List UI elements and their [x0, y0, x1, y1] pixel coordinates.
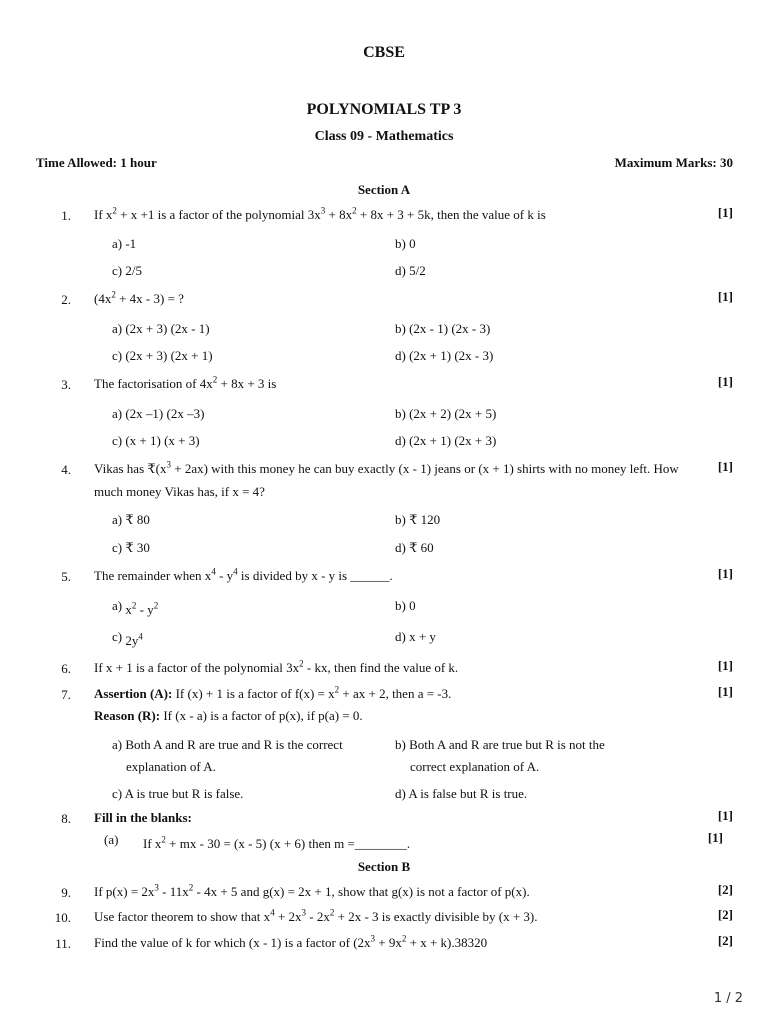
question-text: If $p(x) = 2x^3 - 11x^2 - 4x + 5$ and g(x) = 2x + 1, show that g(x) is not a factor of p(x). [94, 882, 530, 899]
option-d: d) x + y [395, 629, 436, 644]
subquestion-marks: [1] [707, 830, 723, 845]
section-b-heading: Section B [357, 859, 411, 874]
question-marks: [1] [717, 205, 733, 220]
question-text: $(4x^2 + 4x - 3)$ = ? [94, 289, 184, 306]
option-c: c) (2x + 3) (2x + 1) [112, 348, 213, 363]
option-b: b) (2x - 1) (2x - 3) [395, 321, 491, 336]
option-a: a) (2x –1) (2x –3) [112, 406, 205, 421]
question-marks: [1] [717, 658, 733, 673]
option-a: a) -1 [112, 236, 137, 251]
option-a: a) (2x + 3) (2x - 1) [112, 321, 210, 336]
question-number: 7. [61, 687, 71, 702]
option-a: a) $x^2 - y^2$ [112, 598, 159, 617]
option-c: c) A is true but R is false. [112, 786, 244, 801]
option-c: c) 2/5 [112, 263, 142, 278]
question-number: 5. [61, 569, 71, 584]
section-a-heading: Section A [357, 182, 411, 197]
option-b-line-2: correct explanation of A. [410, 759, 540, 774]
question-number: 6. [61, 661, 71, 676]
option-d: d) ₹ 60 [395, 540, 434, 555]
option-d: d) (2x + 1) (2x + 3) [395, 433, 497, 448]
subquestion-text: If $x^2$ + mx - 30 = (x - 5) (x + 6) then m =________. [143, 834, 411, 851]
document-title: POLYNOMIALS TP 3 [306, 101, 462, 118]
reason-text: Reason (R): If (x - a) is a factor of p(x), if p(a) = 0. [94, 708, 363, 723]
assertion-text: Assertion (A): If (x) + 1 is a factor of $f(x) = x^2$ + ax + 2, then a = -3. [94, 684, 452, 701]
question-text: Use factor theorem to show that $x^4 + 2x^3 - 2x^2 + 2x - 3$ is exactly divisible by (x + 3). [94, 907, 538, 924]
question-marks: [1] [717, 684, 733, 699]
question-number: 9. [61, 885, 71, 900]
option-d: d) 5/2 [395, 263, 426, 278]
question-marks: [1] [717, 459, 733, 474]
option-d: d) (2x + 1) (2x - 3) [395, 348, 494, 363]
option-a: a) ₹ 80 [112, 512, 150, 527]
option-a-line-2: explanation of A. [126, 759, 216, 774]
question-marks: [1] [717, 289, 733, 304]
question-number: 1. [61, 208, 71, 223]
option-b: b) Both A and R are true but R is not the [395, 737, 605, 752]
question-number: 3. [61, 377, 71, 392]
board-name: CBSE [363, 44, 405, 61]
question-number: 11. [55, 936, 71, 951]
option-c: c) $2y^4$ [112, 629, 143, 648]
question-marks: [2] [717, 933, 733, 948]
option-a: a) Both A and R are true and R is the correct [112, 737, 343, 752]
option-c: c) ₹ 30 [112, 540, 150, 555]
option-b: b) 0 [395, 236, 416, 251]
question-text: If x + 1 is a factor of the polynomial $3x^2$ - kx, then find the value of k. [94, 658, 459, 675]
question-number: 2. [61, 292, 71, 307]
question-text: Find the value of k for which (x - 1) is a factor of $(2x^3 + 9x^2 + x + k).38320$ [94, 933, 488, 950]
question-marks: [1] [717, 374, 733, 389]
maximum-marks: Maximum Marks: 30 [614, 155, 733, 170]
question-number: 4. [61, 462, 71, 477]
option-b: b) 0 [395, 598, 416, 613]
option-b: b) ₹ 120 [395, 512, 441, 527]
question-marks: [2] [717, 907, 733, 922]
question-marks: [1] [717, 808, 733, 823]
question-number: 10. [54, 910, 71, 925]
option-c: c) (x + 1) (x + 3) [112, 433, 200, 448]
question-number: 8. [61, 811, 71, 826]
document-subtitle: Class 09 - Mathematics [314, 129, 454, 144]
fill-blanks-label: Fill in the blanks: [94, 810, 192, 825]
question-text-line-2: much money Vikas has, if x = 4? [94, 484, 265, 499]
question-text: Vikas has $₹(x^3 + 2ax)$ with this money he can buy exactly (x - 1) jeans or (x + 1) shirts with no money left. How [94, 459, 679, 476]
question-text: If $x^2 + x +1$ is a factor of the polynomial $3x^3 + 8x^2 + 8x + 3 + 5k$, then the value of k is [94, 205, 546, 222]
option-b: b) (2x + 2) (2x + 5) [395, 406, 497, 421]
question-text: The remainder when $x^4 - y^4$ is divided by x - y is ______. [94, 566, 393, 583]
page-number: 1 / 2 [713, 991, 743, 1006]
time-allowed: Time Allowed: 1 hour [36, 155, 157, 170]
option-d: d) A is false but R is true. [395, 786, 528, 801]
question-text: The factorisation of $4x^2 + 8x + 3$ is [94, 374, 277, 391]
question-marks: [2] [717, 882, 733, 897]
subquestion-label: (a) [104, 832, 119, 847]
question-marks: [1] [717, 566, 733, 581]
